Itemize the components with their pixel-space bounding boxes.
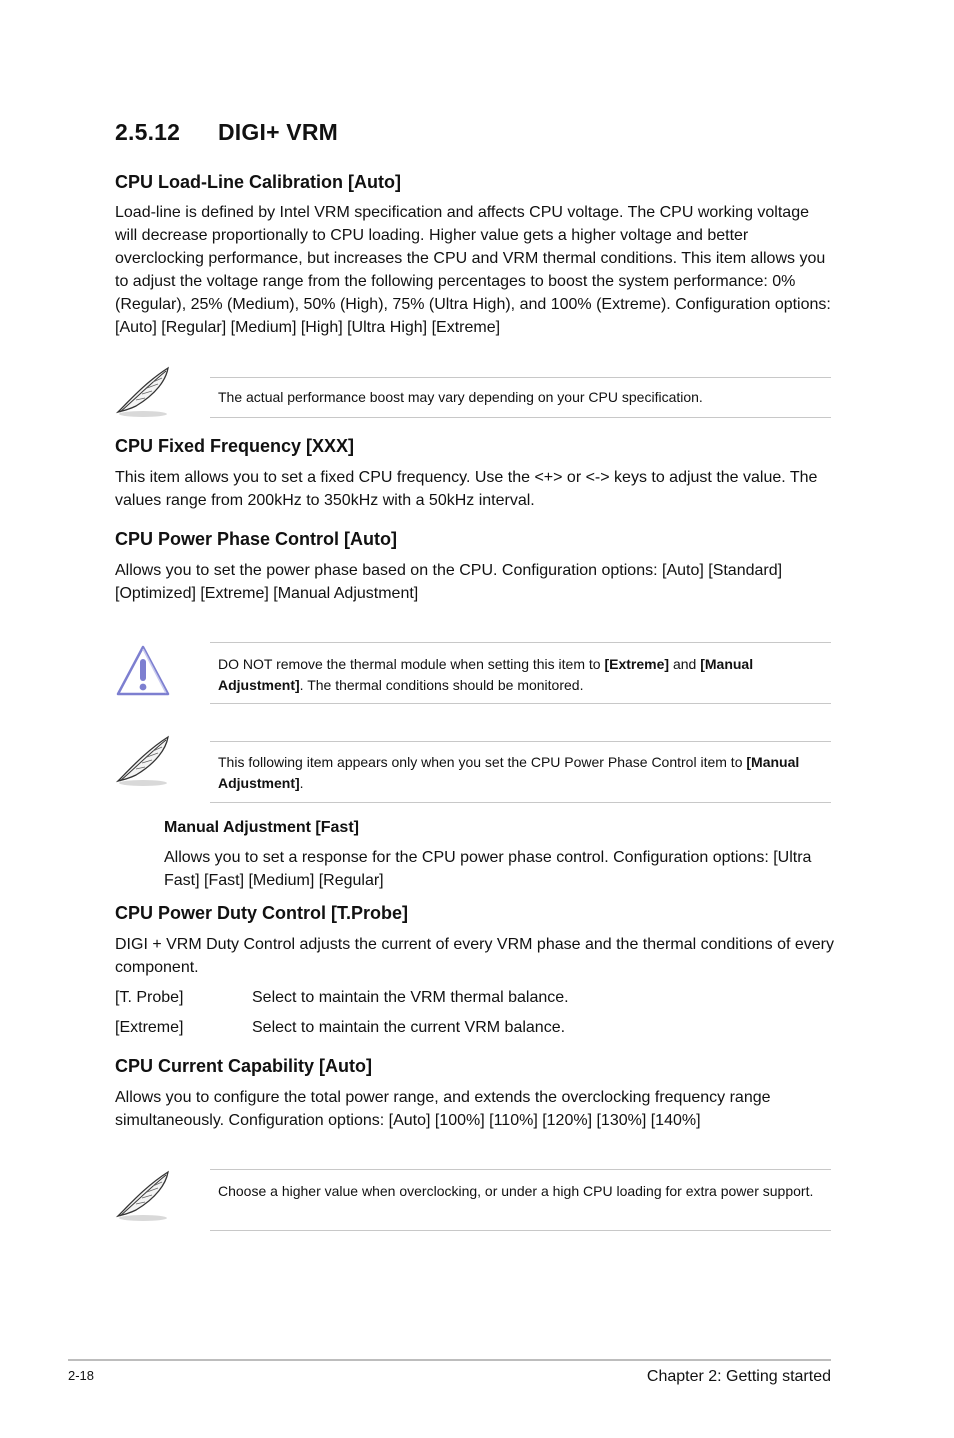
duty-body: DIGI + VRM Duty Control adjusts the current of every VRM phase and the thermal conditions of every component. [115,936,834,976]
current-cap-note-text: Choose a higher value when overclocking, or under a high CPU loading for extra power support. [218,1183,814,1199]
feather-pen-icon [112,364,174,422]
section-number: 2.5.12 [115,119,181,145]
manual-adj-body: Allows you to set a response for the CPU power phase control. Configuration options: [Ultra Fast] [Fast] [Medium] [Regular] [164,849,812,889]
warning-text-bold: [Extreme] [604,656,670,672]
llc-heading: CPU Load-Line Calibration [Auto] [115,172,401,192]
feather-pen-icon [112,1168,174,1226]
note-text-part: This following item appears only when you set the CPU Power Phase Control item to [218,754,747,770]
duty-option-desc: Select to maintain the current VRM balance. [252,1019,566,1036]
duty-option-desc: Select to maintain the VRM thermal balance. [252,989,569,1006]
fixed-freq-body: This item allows you to set a fixed CPU frequency. Use the <+> or <-> keys to adjust the value. The values range from 200kHz to 350kHz with a 50kHz interval. [115,469,818,509]
power-phase-note [210,741,831,803]
note-text-part: . [299,774,304,791]
llc-body: Load-line is defined by Intel VRM specification and affects CPU voltage. The CPU working voltage will decrease proportionally to CPU loading. Higher value gets a higher voltage and better overclocking performance, but increases the CPU and VRM thermal conditions. This item allows you to adjust the voltage range from the following percentages to boost the system performance: 0% (Regular), 25% (Medium), 50% (High), 75% (Ultra High), and 100% (Extreme). Configuration options: [Auto] [Regular] [Medium] [High] [Ultra High] [Extreme] [115,204,831,336]
current-cap-heading: CPU Current Capability [Auto] [115,1056,373,1076]
section-title-text: DIGI+ VRM [218,119,339,145]
manual-adj-heading: Manual Adjustment [Fast] [164,819,359,836]
power-phase-body: Allows you to set the power phase based on the CPU. Configuration options: [Auto] [Standard] [Optimized] [Extreme] [Manual Adjustment] [115,562,783,602]
fixed-freq-heading: CPU Fixed Frequency [XXX] [115,436,355,456]
warning-text-part: DO NOT remove the thermal module when setting this item to [218,656,605,672]
power-phase-heading: CPU Power Phase Control [Auto] [115,529,398,549]
footer-rule [68,1359,831,1361]
power-phase-warning [210,642,831,704]
note-text-bold: [Manual Adjustment] [218,754,800,791]
power-phase-warning-text [218,654,818,695]
power-phase-note-text [218,752,818,793]
llc-note-text: The actual performance boost may vary depending on your CPU specification. [218,389,703,405]
current-cap-note [210,1169,831,1231]
page-number: 2-18 [68,1368,95,1383]
section-title [115,119,338,146]
warning-text-part: . The thermal conditions should be monitored. [299,676,584,693]
duty-option-label: [T. Probe] [115,989,184,1006]
llc-note [210,377,831,418]
chapter-title: Chapter 2: Getting started [646,1368,831,1385]
feather-pen-icon [112,733,174,791]
duty-heading: CPU Power Duty Control [T.Probe] [115,903,409,923]
current-cap-body: Allows you to configure the total power range, and extends the overclocking frequency range simultaneously. Configuration options: [Auto] [100%] [110%] [120%] [130%] [140%] [115,1089,771,1129]
warning-text-bold: [Manual Adjustment] [218,656,754,693]
duty-option-label: [Extreme] [115,1019,184,1036]
warning-text-part: and [669,656,701,672]
warning-icon [114,642,176,700]
